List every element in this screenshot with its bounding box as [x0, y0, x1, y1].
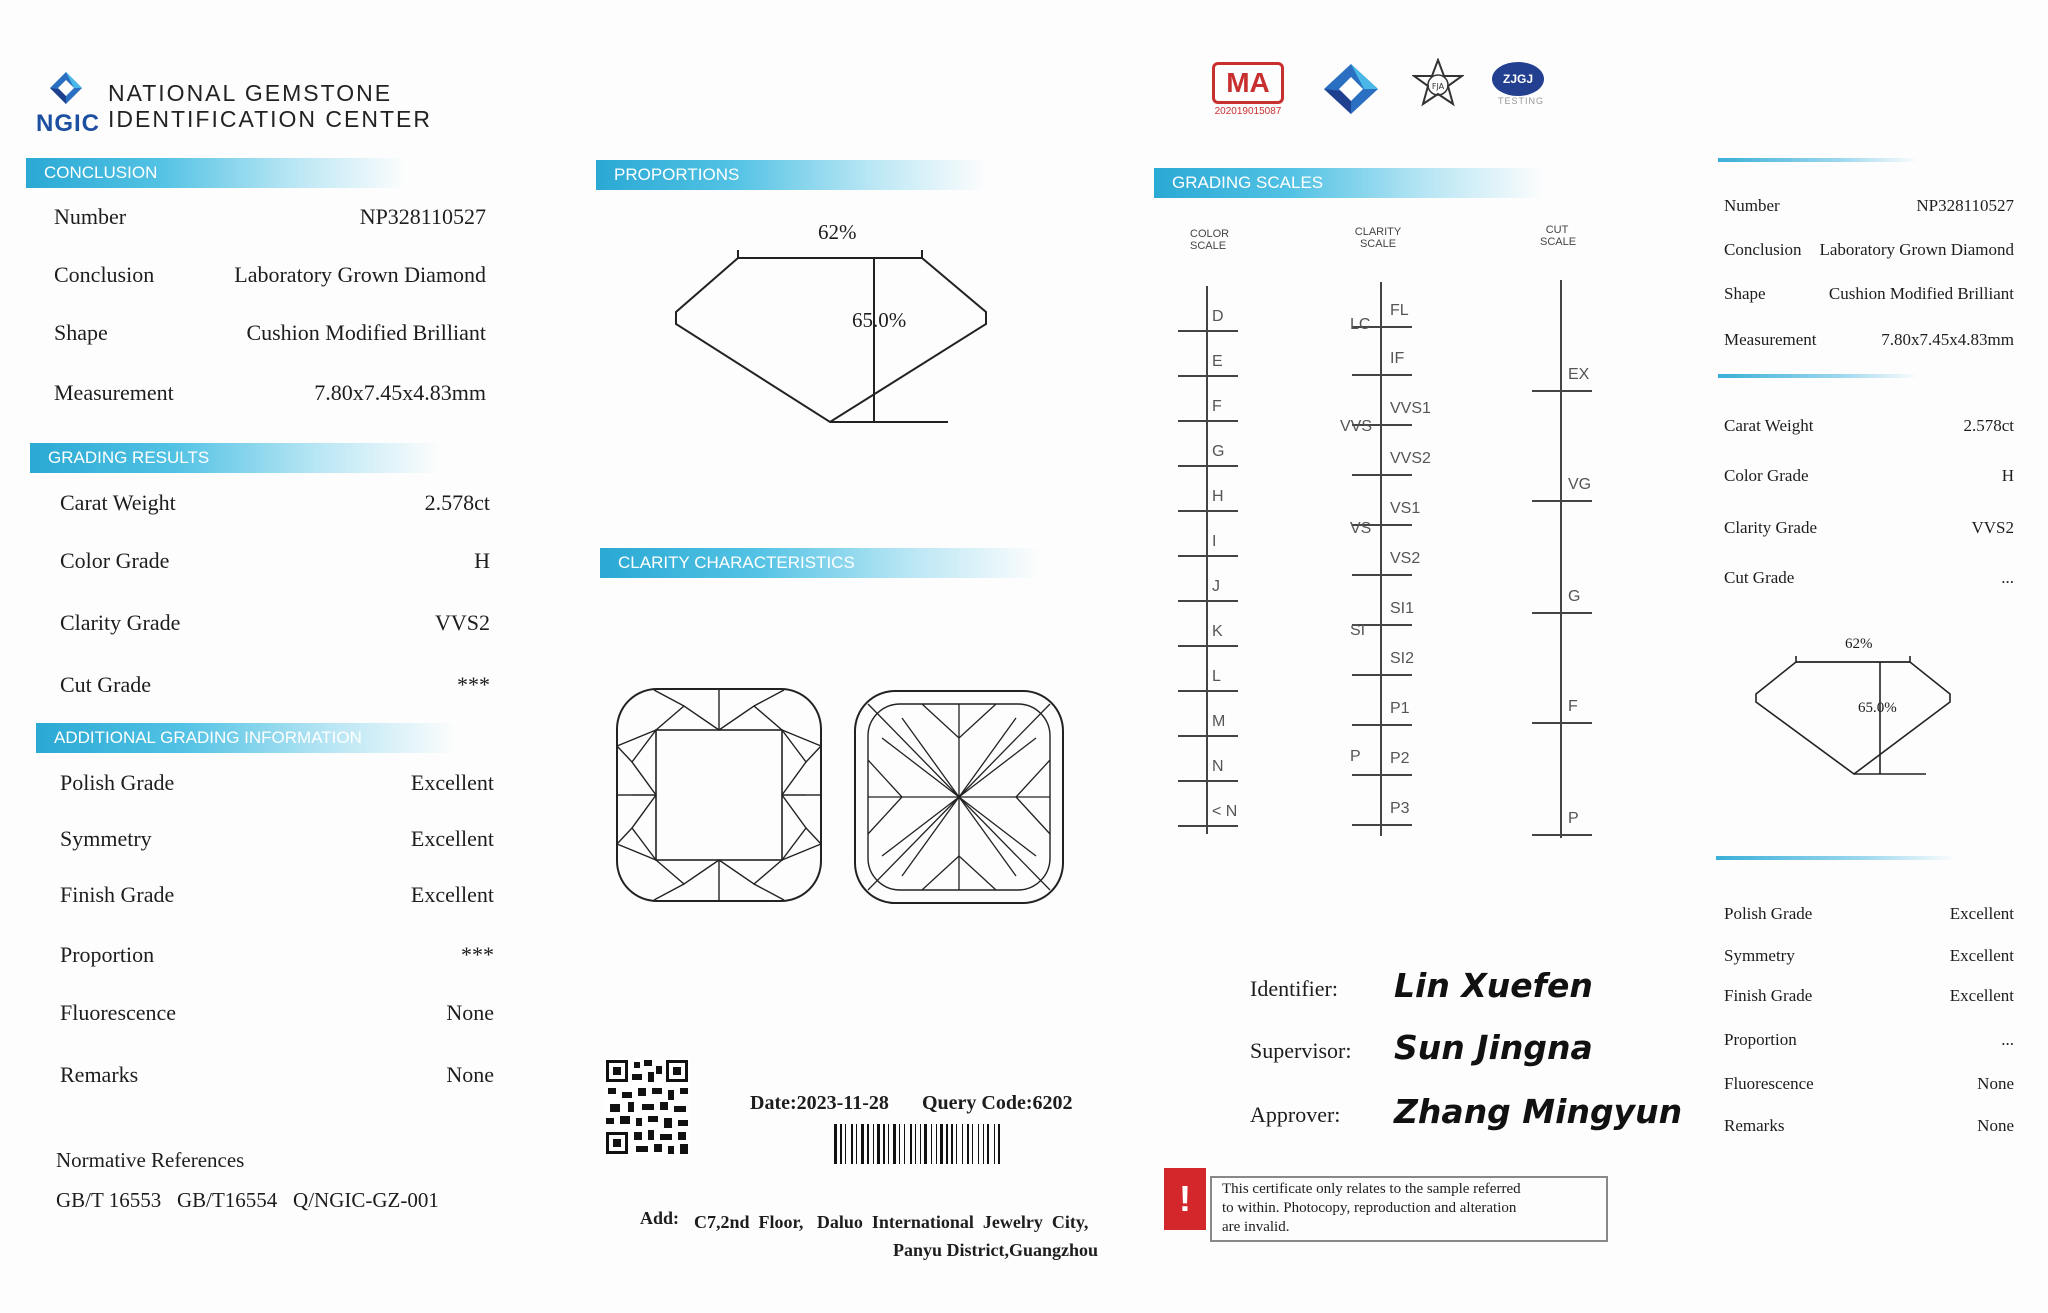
barcode-bar [936, 1124, 937, 1164]
additional-value: None [446, 1062, 494, 1087]
grading-value: VVS2 [434, 610, 490, 635]
scale-tick [1352, 724, 1412, 726]
color-scale-grade: I [1212, 533, 1217, 550]
logo-text: NGIC [36, 110, 100, 137]
clarity-scale-group: P [1350, 748, 1361, 765]
summary-row-carat-weight [1724, 416, 2014, 436]
disclaimer-box [1210, 1176, 1608, 1242]
color-scale-grade: F [1212, 398, 1222, 415]
conclusion-label: Measurement [54, 380, 174, 405]
conclusion-value: 7.80x7.45x4.83mm [314, 380, 486, 405]
address-line2: Panyu District,Guangzhou [893, 1240, 1099, 1260]
summary-value: H [2001, 466, 2014, 485]
additional-value: None [446, 1000, 494, 1025]
summary-row-number [1724, 196, 2014, 216]
conclusion-row-shape [54, 320, 486, 346]
summary-label: Proportion [1724, 1030, 1797, 1049]
color-scale-grade: D [1212, 308, 1224, 325]
scale-tick [1178, 780, 1238, 782]
warning-icon: ! [1164, 1168, 1206, 1230]
grading-label: Color Grade [60, 548, 170, 573]
scale-axis [1560, 280, 1562, 838]
grading-value: 2.578ct [424, 490, 490, 515]
color-scale-grade: N [1212, 758, 1224, 775]
scale-tick [1352, 674, 1412, 676]
clarity-scale-group: VVS [1340, 418, 1373, 435]
summary-row-measurement [1724, 330, 2014, 350]
clarity-scale-group: SI [1350, 622, 1366, 639]
summary-row-fluorescence [1724, 1074, 2014, 1094]
crown-view-diagram [614, 686, 824, 904]
disclaimer-line1: This certificate only relates to the sample referred [1222, 1181, 1521, 1197]
summary-label: Color Grade [1724, 466, 1809, 485]
summary-bottom-rule [1716, 856, 1956, 860]
summary-row-shape [1724, 284, 2014, 304]
color-scale-grade: H [1212, 488, 1224, 505]
barcode-bar [940, 1124, 943, 1164]
summary-depth-percent: 65.0% [1858, 700, 1897, 716]
additional-label: Symmetry [60, 826, 152, 851]
clarity-scale-grade: SI1 [1390, 600, 1415, 617]
summary-row-symmetry [1724, 946, 2014, 966]
color-scale-grade: G [1212, 443, 1225, 460]
conclusion-row-conclusion [54, 262, 486, 288]
conclusion-row-number [54, 204, 486, 230]
org-name-line2: IDENTIFICATION CENTER [108, 106, 432, 132]
additional-label: Remarks [60, 1062, 139, 1087]
summary-mid-rule [1718, 374, 1918, 378]
cut-scale-grade: P [1568, 810, 1579, 827]
summary-label: Cut Grade [1724, 568, 1795, 587]
grading-value: *** [457, 672, 490, 697]
scale-tick [1532, 500, 1592, 502]
summary-value: 7.80x7.45x4.83mm [1881, 330, 2014, 349]
summary-value: NP328110527 [1916, 196, 2014, 215]
color-scale-grade: M [1212, 713, 1226, 730]
conclusion-value: NP328110527 [359, 204, 486, 229]
cut-scale-title: CUT SCALE [1540, 224, 1577, 248]
report-date: Date:2023-11-28 [750, 1092, 889, 1114]
additional-label: Proportion [60, 942, 155, 967]
barcode-bar [956, 1124, 957, 1164]
barcode-bar [861, 1124, 864, 1164]
clarity-scale-grade: IF [1390, 350, 1405, 367]
additional-label: Fluorescence [60, 1000, 177, 1025]
disclaimer-line2: to within. Photocopy, reproduction and alteration [1222, 1200, 1517, 1216]
grading-label: Carat Weight [60, 490, 176, 515]
scale-axis [1380, 282, 1382, 836]
summary-proportions-diagram [1750, 648, 1958, 778]
barcode-bar [915, 1124, 916, 1164]
clarity-scale-grade: VVS2 [1390, 450, 1431, 467]
grading-results-banner: GRADING RESULTS [30, 443, 440, 473]
barcode-bar [924, 1124, 927, 1164]
signature-role: Identifier: [1250, 976, 1338, 1001]
table-percent: 62% [814, 220, 861, 245]
barcode-bar [946, 1124, 948, 1164]
normative-references: GB/T 16553 GB/T16554 Q/NGIC-GZ-001 [56, 1188, 439, 1212]
summary-row-conclusion [1724, 240, 2014, 260]
disclaimer-line3: are invalid. [1222, 1219, 1290, 1235]
grading-scales-banner: GRADING SCALES [1154, 168, 1544, 198]
additional-row-finish-grade [60, 882, 494, 908]
scale-tick [1532, 722, 1592, 724]
additional-value: *** [461, 942, 494, 967]
signature-name: Zhang Mingyun [1394, 1092, 1683, 1131]
scale-tick [1532, 612, 1592, 614]
grading-row-cut-grade [60, 672, 490, 698]
barcode-bar [888, 1124, 889, 1164]
address-label: Add: [640, 1208, 680, 1228]
scale-tick [1178, 420, 1238, 422]
conclusion-label: Shape [54, 320, 108, 345]
scale-tick [1178, 735, 1238, 737]
barcode-bar [951, 1124, 953, 1164]
grading-row-clarity-grade [60, 610, 490, 636]
grading-value: H [474, 548, 490, 573]
summary-label: Polish Grade [1724, 904, 1813, 923]
summary-row-polish-grade [1724, 904, 2014, 924]
summary-table-percent: 62% [1842, 636, 1876, 653]
scale-tick [1178, 465, 1238, 467]
summary-label: Symmetry [1724, 946, 1795, 965]
barcode-bar [978, 1124, 979, 1164]
barcode-bar [834, 1124, 837, 1164]
barcode-bar [994, 1124, 995, 1164]
additional-value: Excellent [410, 770, 494, 795]
grading-label: Clarity Grade [60, 610, 181, 635]
summary-row-cut-grade [1724, 568, 2014, 588]
depth-percent: 65.0% [852, 308, 907, 332]
summary-value: Laboratory Grown Diamond [1819, 240, 2014, 259]
barcode-bar [873, 1124, 874, 1164]
summary-value: VVS2 [1971, 518, 2014, 537]
pavilion-view-diagram [852, 688, 1066, 906]
scale-tick [1178, 375, 1238, 377]
summary-value: 2.578ct [1963, 416, 2014, 435]
conclusion-label: Conclusion [54, 262, 155, 287]
barcode-bar [983, 1124, 984, 1164]
summary-row-finish-grade [1724, 986, 2014, 1006]
grading-row-carat-weight [60, 490, 490, 516]
summary-value: Excellent [1949, 986, 2014, 1005]
conclusion-row-measurement [54, 380, 486, 406]
ma-mark [1212, 62, 1284, 117]
scale-tick [1352, 774, 1412, 776]
ma-mark-text: MA [1212, 62, 1284, 104]
barcode-bar [972, 1124, 973, 1164]
scale-tick [1178, 690, 1238, 692]
clarity-scale-group: LC [1350, 316, 1371, 333]
barcode-bar [910, 1124, 912, 1164]
grading-row-color-grade [60, 548, 490, 574]
scale-tick [1178, 510, 1238, 512]
additional-value: Excellent [410, 882, 494, 907]
color-scale-grade: L [1212, 668, 1221, 685]
zjgj-mark [1492, 62, 1550, 106]
additional-label: Finish Grade [60, 882, 175, 907]
normative-references-title: Normative References [56, 1148, 245, 1172]
summary-value: Cushion Modified Brilliant [1828, 284, 2014, 303]
clarity-scale-title: CLARITY SCALE [1354, 226, 1402, 250]
fja-mark-icon [1412, 58, 1464, 112]
barcode-bar [867, 1124, 869, 1164]
barcode-bar [851, 1124, 853, 1164]
summary-value: None [1977, 1116, 2014, 1135]
scale-tick [1532, 390, 1592, 392]
signature-role: Supervisor: [1250, 1038, 1352, 1063]
summary-label: Conclusion [1724, 240, 1802, 259]
summary-value: ... [2001, 568, 2014, 587]
barcode [832, 1124, 1076, 1168]
clarity-characteristics-banner: CLARITY CHARACTERISTICS [600, 548, 1040, 578]
clarity-scale-grade: VVS1 [1390, 400, 1431, 417]
summary-value: ... [2001, 1030, 2014, 1049]
clarity-scale-grade: P1 [1390, 700, 1410, 717]
signature-role: Approver: [1250, 1102, 1341, 1127]
barcode-bar [920, 1124, 921, 1164]
cut-scale-grade: G [1568, 588, 1581, 605]
conclusion-banner: CONCLUSION [26, 158, 406, 188]
summary-row-clarity-grade [1724, 518, 2014, 538]
additional-grading-banner: ADDITIONAL GRADING INFORMATION [36, 723, 456, 753]
scale-tick [1178, 825, 1238, 827]
cut-scale-grade: F [1568, 698, 1578, 715]
barcode-bar [931, 1124, 932, 1164]
barcode-bar [856, 1124, 857, 1164]
additional-row-fluorescence [60, 1000, 494, 1026]
qr-code[interactable] [604, 1058, 690, 1156]
additional-row-symmetry [60, 826, 494, 852]
barcode-bar [899, 1124, 900, 1164]
barcode-bar [967, 1124, 969, 1164]
conclusion-label: Number [54, 204, 127, 229]
summary-label: Clarity Grade [1724, 518, 1817, 537]
barcode-bar [987, 1124, 989, 1164]
summary-value: Excellent [1949, 904, 2014, 923]
ngic-mark-icon [1320, 62, 1382, 116]
additional-label: Polish Grade [60, 770, 175, 795]
barcode-bar [962, 1124, 963, 1164]
query-code: Query Code:6202 [922, 1092, 1073, 1114]
additional-row-polish-grade [60, 770, 494, 796]
barcode-bar [893, 1124, 896, 1164]
summary-label: Finish Grade [1724, 986, 1813, 1005]
summary-label: Carat Weight [1724, 416, 1814, 435]
fja-mark-text: FJA [1431, 82, 1445, 91]
barcode-bar [877, 1124, 880, 1164]
summary-label: Fluorescence [1724, 1074, 1814, 1093]
clarity-scale-grade: SI2 [1390, 650, 1415, 667]
clarity-scale-grade: P2 [1390, 750, 1410, 767]
scale-tick [1178, 645, 1238, 647]
signature-name: Sun Jingna [1394, 1028, 1593, 1067]
color-scale-grade: J [1212, 578, 1220, 595]
summary-label: Shape [1724, 284, 1766, 303]
summary-label: Remarks [1724, 1116, 1785, 1135]
barcode-bar [845, 1124, 846, 1164]
summary-top-rule [1718, 158, 1918, 162]
summary-label: Number [1724, 196, 1780, 215]
ngic-logo [36, 70, 106, 137]
signature-name: Lin Xuefen [1394, 966, 1593, 1005]
cut-scale-grade: EX [1568, 366, 1590, 383]
cut-scale-grade: VG [1568, 476, 1592, 493]
scale-tick [1178, 330, 1238, 332]
barcode-bar [998, 1124, 1000, 1164]
color-scale-grade: K [1212, 623, 1223, 640]
scale-tick [1352, 824, 1412, 826]
clarity-scale-grade: FL [1390, 302, 1409, 319]
conclusion-value: Cushion Modified Brilliant [246, 320, 486, 345]
clarity-scale-grade: VS2 [1390, 550, 1421, 567]
zjgj-mark-caption: TESTING [1497, 96, 1544, 106]
scale-axis [1206, 286, 1208, 834]
summary-value: None [1977, 1074, 2014, 1093]
proportions-diagram [660, 220, 1000, 430]
additional-value: Excellent [410, 826, 494, 851]
summary-value: Excellent [1949, 946, 2014, 965]
barcode-bar [904, 1124, 905, 1164]
clarity-scale-grade: VS1 [1390, 500, 1421, 517]
zjgj-mark-text: ZJGJ [1492, 62, 1544, 96]
color-scale-grade: E [1212, 353, 1223, 370]
scale-tick [1178, 555, 1238, 557]
org-name-line1: NATIONAL GEMSTONE [108, 80, 393, 106]
color-scale-title: COLOR SCALE [1190, 228, 1230, 252]
additional-row-remarks [60, 1062, 494, 1088]
scale-tick [1352, 474, 1412, 476]
summary-label: Measurement [1724, 330, 1817, 349]
scale-tick [1532, 834, 1592, 836]
scale-tick [1178, 600, 1238, 602]
scale-tick [1352, 574, 1412, 576]
clarity-scale-group: VS [1350, 520, 1372, 537]
color-scale-grade: < N [1212, 803, 1238, 820]
address-line1: C7,2nd Floor, Daluo International Jewelry City, [694, 1212, 1089, 1232]
scale-tick [1352, 374, 1412, 376]
additional-row-proportion [60, 942, 494, 968]
conclusion-value: Laboratory Grown Diamond [234, 262, 486, 287]
grading-label: Cut Grade [60, 672, 152, 697]
summary-row-proportion [1724, 1030, 2014, 1050]
barcode-bar [840, 1124, 842, 1164]
ma-mark-number: 202019015087 [1214, 106, 1282, 117]
clarity-scale-grade: P3 [1390, 800, 1410, 817]
proportions-banner: PROPORTIONS [596, 160, 986, 190]
diamond-logo-icon [36, 70, 106, 110]
barcode-bar [883, 1124, 885, 1164]
summary-row-remarks [1724, 1116, 2014, 1136]
summary-row-color-grade [1724, 466, 2014, 486]
